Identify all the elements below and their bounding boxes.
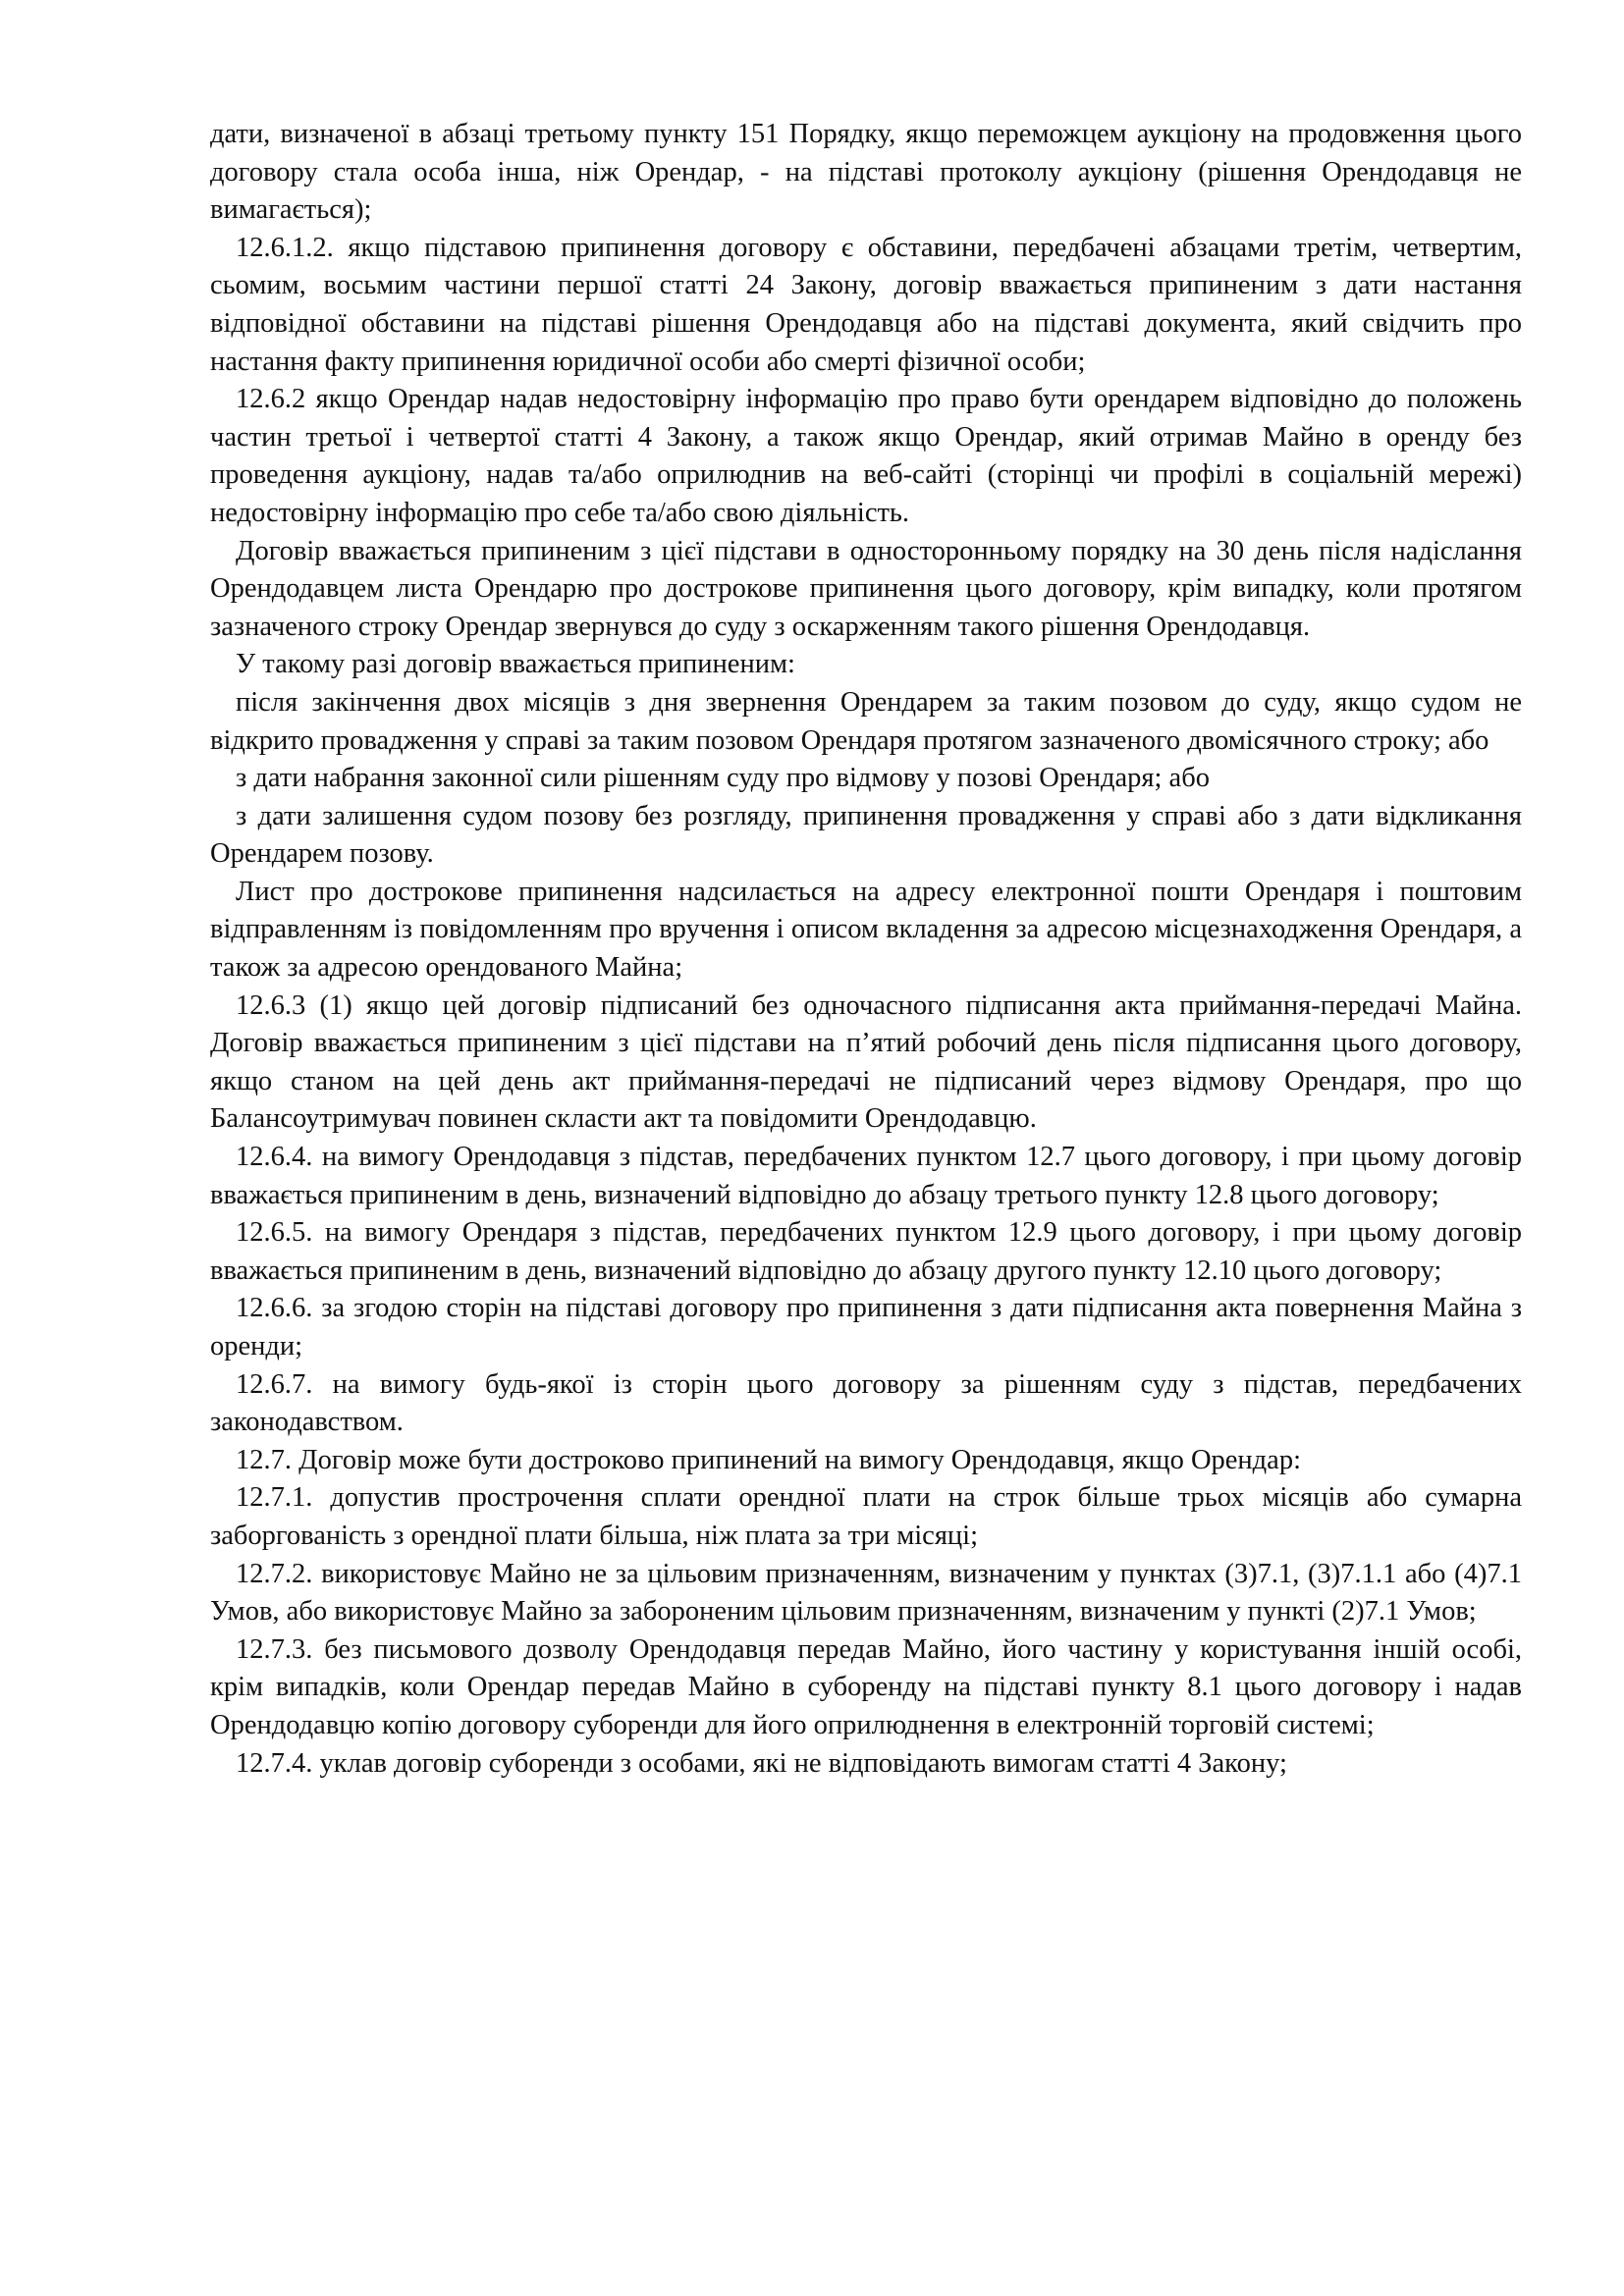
paragraph-court-decision: з дати набрання законної сили рішенням суду про відмову у позові Орендаря; або	[236, 763, 1210, 794]
clause-12-7-4: 12.7.4. уклав договір суборенди з особами, які не відповідають вимогам статті 4 Закону;	[236, 1747, 1287, 1779]
document-page	[210, 116, 1522, 1783]
clause-12-6-3: 12.6.3 (1) якщо цей договір підписаний без одночасного підписання акта приймання-передачі Майна. Договір вважається припиненим з цієї підстави на п’ятий робочий день після підписання цього договору, якщо станом на цей день акт приймання-передачі не підписаний через відмову Орендаря, про що Балансоутримувач повинен скласти акт та повідомити Орендодавцю.	[210, 989, 1522, 1135]
paragraph-two-months: після закінчення двох місяців з дня звернення Орендарем за таким позовом до суду, якщо судом не відкрито провадження у справі за таким позовом Орендаря протягом зазначеного двомісячного строку; або	[210, 686, 1522, 756]
clause-12-6-1-2: 12.6.1.2. якщо підставою припинення договору є обставини, передбачені абзацами третім, четвертим, сьомим, восьмим частини першої статті 24 Закону, договір вважається припиненим з дати настання відповідної обставини на підставі рішення Орендодавця або на підставі документа, який свідчить про настання факту припинення юридичної особи або смерті фізичної особи;	[210, 232, 1522, 377]
clause-12-7-3: 12.7.3. без письмового дозволу Орендодавця передав Майно, його частину у користування іншій особі, крім випадків, коли Орендар передав Майно в суборенду на підставі пункту 8.1 цього договору і надав Орендодавцю копію договору суборенди для його оприлюднення в електронній торговій системі;	[210, 1633, 1522, 1740]
clause-12-7-1: 12.7.1. допустив прострочення сплати орендної плати на строк більше трьох місяців або сумарна заборгованість з орендної плати більша, ніж плата за три місяці;	[210, 1482, 1522, 1551]
clause-12-7-2: 12.7.2. використовує Майно не за цільовим призначенням, визначеним у пунктах (3)7.1, (3)7.1.1 або (4)7.1 Умов, або використовує Майно за забороненим цільовим призначенням, визначеним у пункті (2)7.1 Умов;	[210, 1558, 1522, 1628]
clause-12-6-6: 12.6.6. за згодою сторін на підставі договору про припинення з дати підписання акта повернення Майна з оренди;	[210, 1293, 1522, 1362]
paragraph-claim-withdrawal: з дати залишення судом позову без розгляду, припинення провадження у справі або з дати відкликання Орендарем позову.	[210, 800, 1522, 870]
clause-12-6-4: 12.6.4. на вимогу Орендодавця з підстав, передбачених пунктом 12.7 цього договору, і при цьому договір вважається припиненим в день, визначений відповідно до абзацу третього пункту 12.8 цього договору;	[210, 1142, 1522, 1210]
paragraph-in-such-case: У такому разі договір вважається припиненим:	[236, 649, 795, 680]
clause-12-7: 12.7. Договір може бути достроково припинений на вимогу Орендодавця, якщо Орендар:	[236, 1444, 1301, 1475]
clause-12-6-7: 12.6.7. на вимогу будь-якої із сторін цього договору за рішенням суду з підстав, передбачених законодавством.	[210, 1368, 1522, 1438]
paragraph-termination-30-days: Договір вважається припиненим з цієї підстави в односторонньому порядку на 30 день після надіслання Орендодавцем листа Орендарю про дострокове припинення цього договору, крім випадку, коли протягом зазначеного строку Орендар звернувся до суду з оскарженням такого рішення Орендодавця.	[210, 535, 1522, 642]
clause-12-6-2: 12.6.2 якщо Орендар надав недостовірну інформацію про право бути орендарем відповідно до положень частин третьої і четвертої статті 4 Закону, а також якщо Орендар, який отримав Майно в оренду без проведення аукціону, надав та/або оприлюднив на веб-сайті (сторінці чи профілі в соціальній мережі) недостовірну інформацію про себе та/або свою діяльність.	[210, 384, 1522, 528]
paragraph-letter-delivery: Лист про дострокове припинення надсилається на адресу електронної пошти Орендаря і поштовим відправленням із повідомленням про вручення і описом вкладення за адресою місцезнаходження Орендаря, а також за адресою орендованого Майна;	[210, 876, 1522, 984]
paragraph-continuation: дати, визначеної в абзаці третьому пункту 151 Порядку, якщо переможцем аукціону на продовження цього договору стала особа інша, ніж Орендар, - на підставі протоколу аукціону (рішення Орендодавця не вимагається);	[210, 119, 1522, 226]
clause-12-6-5: 12.6.5. на вимогу Орендаря з підстав, передбачених пунктом 12.9 цього договору, і при цьому договір вважається припиненим в день, визначений відповідно до абзацу другого пункту 12.10 цього договору;	[210, 1217, 1522, 1286]
